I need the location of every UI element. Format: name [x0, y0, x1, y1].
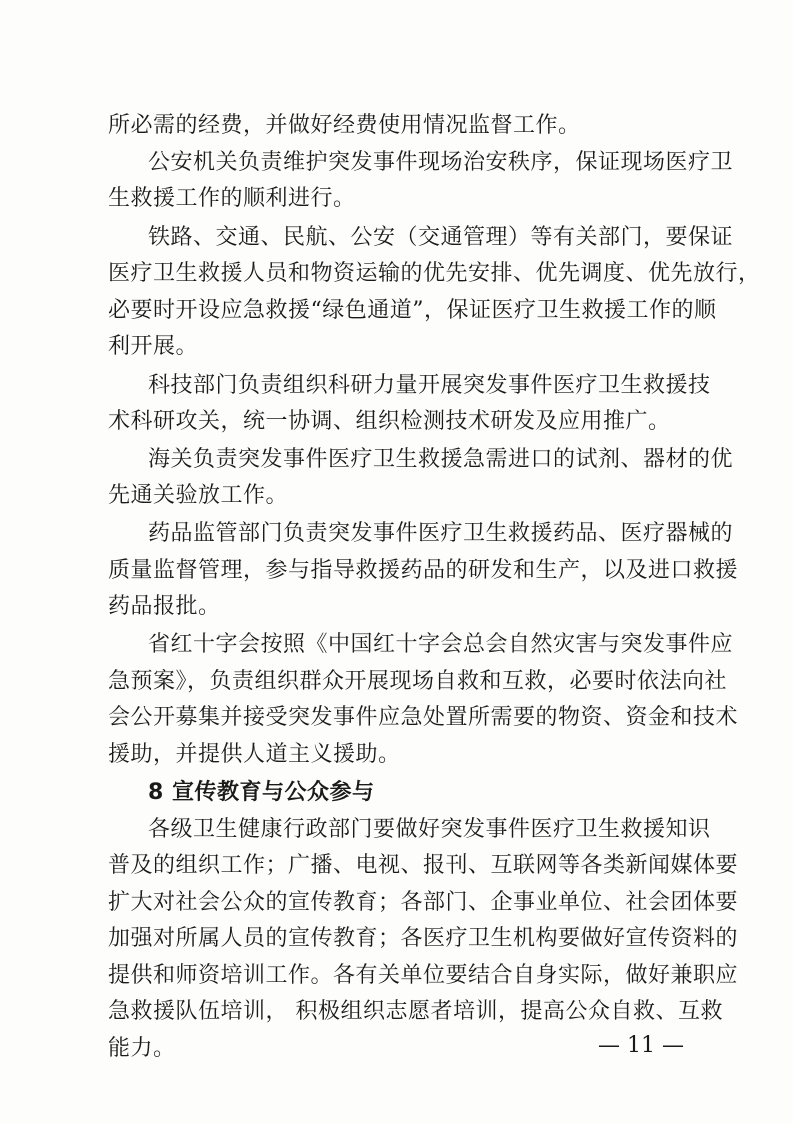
text-line: 药品报批。 — [108, 594, 221, 619]
text-line: 急救援队伍培训， 积极组织志愿者培训，提高公众自救、互救 — [108, 999, 723, 1024]
text-line: 提供和师资培训工作。各有关单位要结合自身实际，做好兼职应 — [108, 963, 739, 988]
text-line: 生救援工作的顺利进行。 — [108, 186, 356, 211]
text-line: 公安机关负责维护突发事件现场治安秩序，保证现场医疗卫 — [148, 150, 734, 175]
text-line: 各级卫生健康行政部门要做好突发事件医疗卫生救援知识 — [148, 817, 711, 842]
text-line: 所必需的经费，并做好经费使用情况监督工作。 — [108, 113, 581, 138]
section-heading: 8 宣传教育与公众参与 — [148, 780, 375, 805]
text-line: 普及的组织工作；广播、电视、报刊、互联网等各类新闻媒体要 — [108, 853, 739, 878]
text-line: 能力。 — [108, 1036, 176, 1061]
text-line: 必要时开设应急救援“绿色通道”，保证医疗卫生救援工作的顺 — [108, 298, 717, 323]
text-line: 先通关验放工作。 — [108, 483, 289, 508]
text-line: 质量监督管理，参与指导救援药品的研发和生产，以及进口救援 — [108, 558, 739, 583]
text-line: 加强对所属人员的宣传教育；各医疗卫生机构要做好宣传资料的 — [108, 926, 739, 951]
text-line: 援助，并提供人道主义援助。 — [108, 742, 401, 767]
text-line: 科技部门负责组织科研力量开展突发事件医疗卫生救援技 — [148, 373, 711, 398]
text-line: 药品监管部门负责突发事件医疗卫生救援药品、医疗器械的 — [148, 521, 734, 546]
text-line: 急预案》，负责组织群众开展现场自救和互救，必要时依法向社 — [108, 669, 728, 694]
text-line: 术科研攻关，统一协调、组织检测技术研发及应用推广。 — [108, 409, 671, 434]
text-line: 省红十字会按照《中国红十字会总会自然灾害与突发事件应 — [148, 632, 734, 657]
text-line: 利开展。 — [108, 334, 199, 359]
text-line: 医疗卫生救援人员和物资运输的优先安排、优先调度、优先放行， — [108, 261, 761, 286]
text-line: 会公开募集并接受突发事件应急处置所需要的物资、资金和技术 — [108, 705, 739, 730]
text-line: 扩大对社会公众的宣传教育；各部门、企事业单位、社会团体要 — [108, 890, 739, 915]
text-line: 铁路、交通、民航、公安（交通管理）等有关部门，要保证 — [148, 225, 734, 250]
page-number: — 11 — — [598, 1033, 684, 1058]
text-line: 海关负责突发事件医疗卫生救援急需进口的试剂、器材的优 — [148, 447, 734, 472]
